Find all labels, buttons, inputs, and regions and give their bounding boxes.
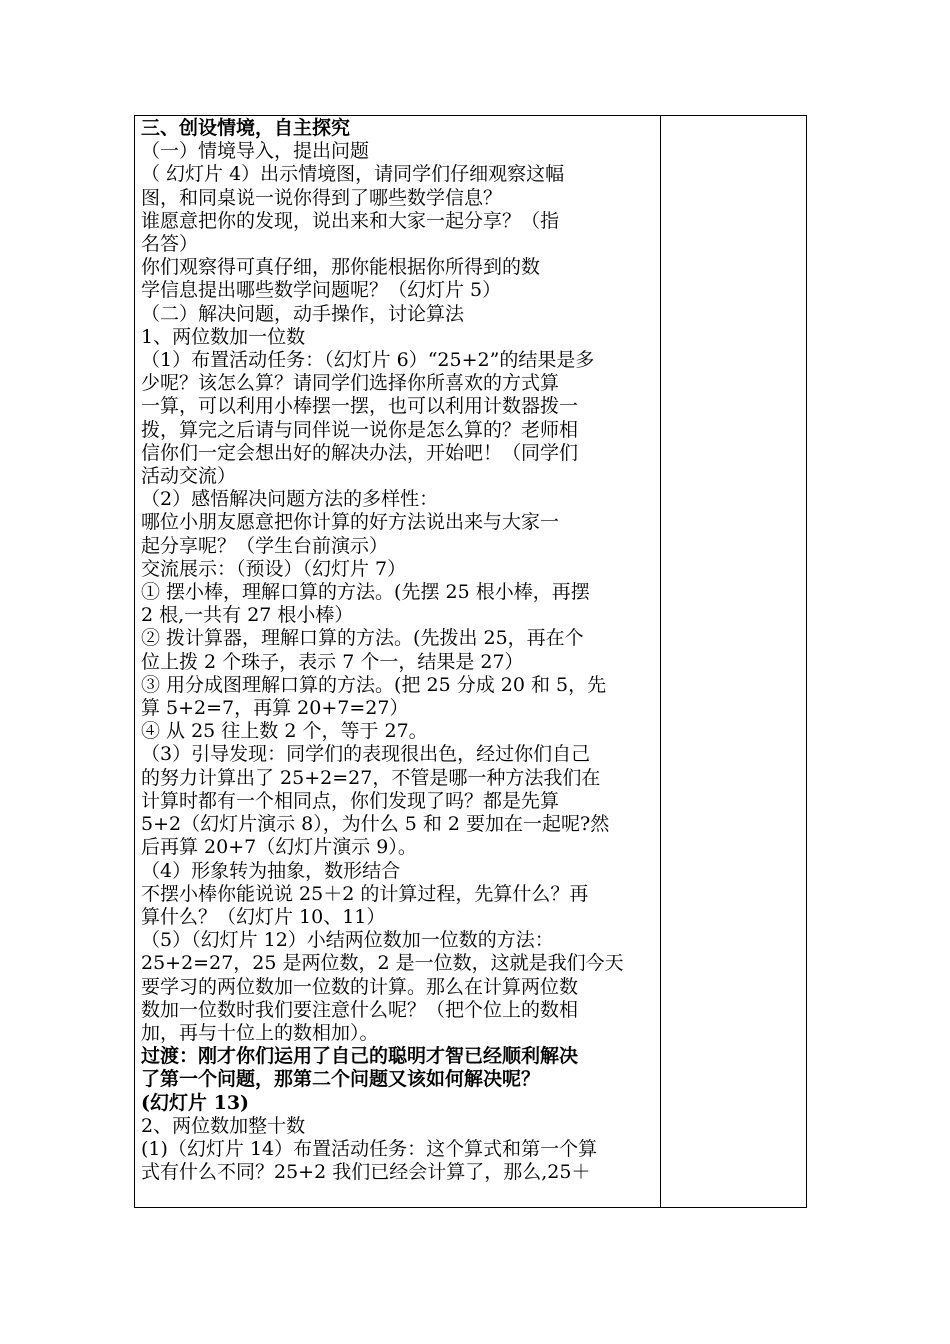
text-line: 信你们一定会想出好的解决办法，开始吧！（同学们 xyxy=(141,441,579,464)
text-line: 谁愿意把你的发现，说出来和大家一起分享？（指 xyxy=(141,209,560,232)
text-line: (幻灯片 13) xyxy=(141,1091,250,1114)
text-line: 学信息提出哪些数学问题呢？（幻灯片 5） xyxy=(141,279,502,302)
text-line: 少呢？该怎么算？请同学们选择你所喜欢的方式算 xyxy=(141,372,560,395)
text-line: （一）情境导入，提出问题 xyxy=(141,140,370,163)
text-line: 拨，算完之后请与同伴说一说你是怎么算的？老师相 xyxy=(141,418,579,441)
text-line: (1)（幻灯片 14）布置活动任务：这个算式和第一个算 xyxy=(141,1137,598,1160)
text-line: 2、两位数加整十数 xyxy=(141,1114,306,1137)
text-line: （1）布置活动任务：（幻灯片 6）“25+2”的结果是多 xyxy=(141,349,595,372)
text-line: ② 拨计算器，理解口算的方法。(先拨出 25，再在个 xyxy=(141,627,584,650)
text-line: 算什么？（幻灯片 10、11） xyxy=(141,905,386,928)
text-line: 1、两位数加一位数 xyxy=(141,325,306,348)
text-line: ③ 用分成图理解口算的方法。(把 25 分成 20 和 5，先 xyxy=(141,673,607,696)
text-line: 三、创设情境，自主探究 xyxy=(141,117,351,139)
text-line: 名答） xyxy=(141,233,199,256)
text-line: （4）形象转为抽象，数形结合 xyxy=(141,859,401,882)
text-line: （ 幻灯片 4）出示情境图，请同学们仔细观察这幅 xyxy=(141,163,565,186)
text-line: 后再算 20+7（幻灯片演示 9）。 xyxy=(141,836,417,859)
text-line: （3）引导发现：同学们的表现很出色，经过你们自己 xyxy=(141,743,591,766)
text-line: 加，再与十位上的数相加）。 xyxy=(141,1021,379,1044)
text-line: 式有什么不同？25+2 我们已经会计算了，那么,25＋ xyxy=(141,1161,591,1184)
lesson-content-cell xyxy=(135,116,661,1207)
lesson-table xyxy=(134,115,807,1208)
text-line: 图，和同桌说一说你得到了哪些数学信息？ xyxy=(141,186,503,209)
text-line: ④ 从 25 往上数 2 个，等于 27。 xyxy=(141,720,428,743)
text-line: 起分享呢？（学生台前演示） xyxy=(141,534,389,557)
text-line: 一算，可以利用小棒摆一摆，也可以利用计数器拨一 xyxy=(141,395,579,418)
text-line: 了第一个问题，那第二个问题又该如何解决呢？ xyxy=(141,1068,541,1091)
text-line: 哪位小朋友愿意把你计算的好方法说出来与大家一 xyxy=(141,511,560,534)
text-line: 计算时都有一个相同点，你们发现了吗？都是先算 xyxy=(141,789,560,812)
text-line: （5）（幻灯片 12）小结两位数加一位数的方法： xyxy=(141,929,554,952)
text-line: 5+2（幻灯片演示 8），为什么 5 和 2 要加在一起呢?然 xyxy=(141,813,610,836)
text-line: （2）感悟解决问题方法的多样性： xyxy=(141,488,439,511)
text-line: 25+2=27，25 是两位数，2 是一位数，这就是我们今天 xyxy=(141,952,624,975)
text-line: 2 根,一共有 27 根小棒） xyxy=(141,604,354,627)
text-line: 算 5+2=7，再算 20+7=27） xyxy=(141,697,409,720)
text-line: （二）解决问题，动手操作，讨论算法 xyxy=(141,302,465,325)
text-line: 过渡：刚才你们运用了自己的聪明才智已经顺利解决 xyxy=(141,1045,579,1068)
text-line: 的努力计算出了 25+2=27，不管是哪一种方法我们在 xyxy=(141,766,601,789)
text-line: ① 摆小棒，理解口算的方法。(先摆 25 根小棒，再摆 xyxy=(141,581,590,604)
text-line: 活动交流） xyxy=(141,465,237,488)
text-line: 位上拨 2 个珠子，表示 7 个一，结果是 27） xyxy=(141,650,524,673)
text-line: 要学习的两位数加一位数的计算。那么在计算两位数 xyxy=(141,975,579,998)
text-line: 交流展示：（预设）（幻灯片 7） xyxy=(141,557,407,580)
text-line: 数加一位数时我们要注意什么呢？（把个位上的数相 xyxy=(141,998,579,1021)
text-line: 不摆小棒你能说说 25＋2 的计算过程，先算什么？再 xyxy=(141,882,589,905)
text-line: 你们观察得可真仔细，那你能根据你所得到的数 xyxy=(141,256,541,279)
notes-cell xyxy=(661,116,806,1207)
